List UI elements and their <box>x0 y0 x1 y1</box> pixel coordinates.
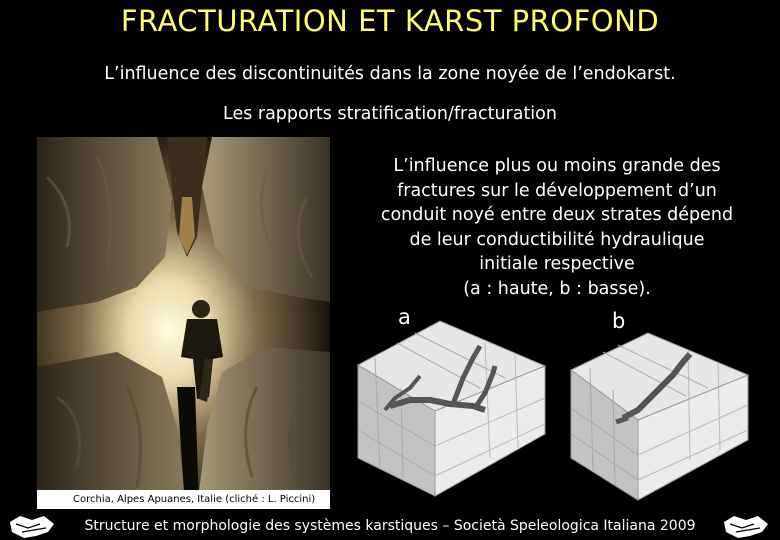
section-title: Les rapports stratification/fracturation <box>223 104 557 124</box>
description-line: (a : haute, b : basse). <box>463 278 651 299</box>
description-line: initiale respective <box>479 254 635 274</box>
cave-photo <box>37 137 330 508</box>
photo-caption: Corchia, Alpes Apuanes, Italie (cliché : L. Piccini) <box>37 490 330 509</box>
page-title: FRACTURATION ET KARST PROFOND <box>120 4 660 38</box>
description-line: de leur conductibilité hydraulique <box>409 229 705 250</box>
block-diagram-a <box>355 318 565 508</box>
description-line: conduit noyé entre deux strates dépend <box>380 205 734 225</box>
page-subtitle: L’influence des discontinuités dans la zone noyée de l’endokarst. <box>104 64 676 84</box>
description <box>350 154 764 301</box>
footer-credit: Structure et morphologie des systèmes karstiques – Società Speleologica Italiana 2009 <box>84 518 696 534</box>
block-diagram-b <box>568 330 768 505</box>
diagram-label-b: b <box>612 309 626 333</box>
description-line: L’influence plus ou moins grande des <box>393 156 721 176</box>
description-line: fractures sur le développement d’un <box>397 180 717 201</box>
diagram-label-a: a <box>398 305 411 329</box>
